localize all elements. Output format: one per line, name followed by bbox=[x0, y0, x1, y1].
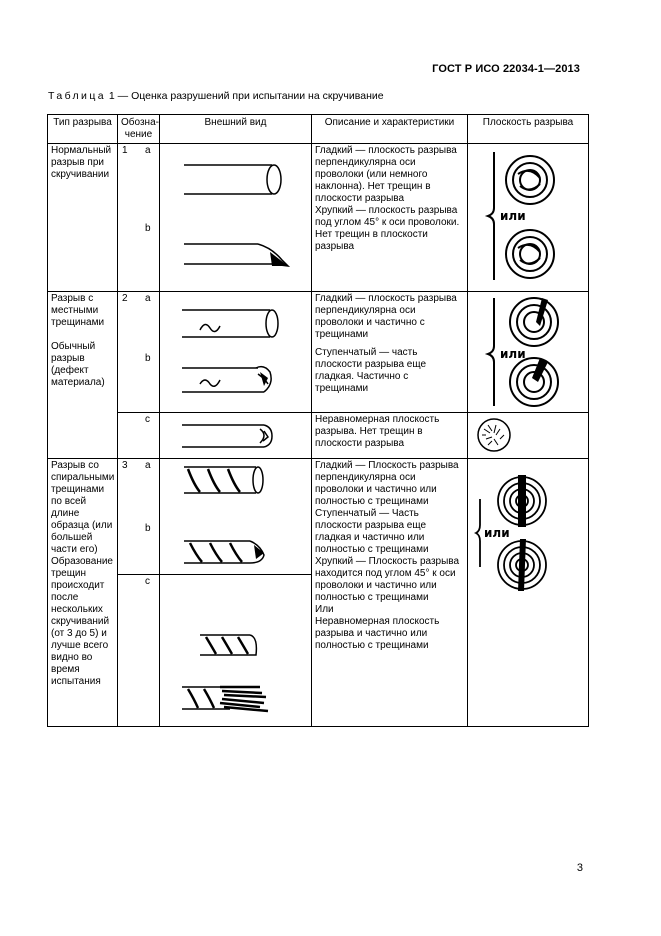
plane-cell bbox=[468, 413, 589, 459]
col-description: Описание и характеристики bbox=[312, 115, 468, 144]
plane-cell bbox=[468, 292, 589, 413]
type-cell: Разрыв со спиральными трещинами по всей длине образца (или большей части его) Образование трещин происходит после нескольких скручиваний (от 3 до 5) и лучше всего видно во время испытания bbox=[48, 459, 118, 727]
wire-sketch bbox=[160, 144, 312, 290]
letter-c: c bbox=[145, 414, 150, 425]
designation-cell bbox=[118, 575, 160, 727]
plane-cell bbox=[468, 459, 589, 727]
description-cell bbox=[312, 459, 468, 727]
wire-sketch bbox=[160, 413, 312, 457]
fracture-plane-sketch bbox=[468, 144, 589, 290]
col-designation: Обозна- чение bbox=[118, 115, 160, 144]
standard-header: ГОСТ Р ИСО 22034-1—2013 bbox=[432, 63, 580, 75]
fracture-plane-sketch bbox=[468, 292, 589, 411]
table-row bbox=[48, 292, 589, 413]
plane-or-label: или bbox=[484, 526, 510, 540]
description-cell bbox=[312, 413, 468, 459]
designation-cell bbox=[118, 413, 160, 459]
appearance-image bbox=[160, 459, 312, 575]
type-defect: Обычный разрыв (дефект материала) bbox=[51, 341, 105, 388]
letter-c: c bbox=[145, 576, 150, 587]
letter-a: a bbox=[145, 145, 151, 156]
table-row bbox=[48, 459, 589, 575]
wire-sketch bbox=[160, 575, 312, 725]
letter-b: b bbox=[145, 353, 151, 364]
designation-cell bbox=[118, 144, 160, 292]
table-caption bbox=[48, 90, 384, 102]
letter-a: a bbox=[145, 460, 151, 471]
plane-cell bbox=[468, 144, 589, 292]
plane-or-label: или bbox=[500, 209, 526, 223]
table-title: — Оценка разрушений при испытании на скручивание bbox=[117, 90, 384, 102]
fracture-plane-sketch bbox=[468, 413, 589, 457]
row-number: 3 bbox=[122, 460, 128, 471]
table-word: Таблица bbox=[48, 90, 106, 102]
table-row bbox=[48, 144, 589, 292]
col-type: Тип разрыва bbox=[48, 115, 118, 144]
col-appearance: Внешний вид bbox=[160, 115, 312, 144]
desc-or: Или bbox=[315, 604, 334, 615]
page-number: 3 bbox=[576, 862, 583, 874]
appearance-image bbox=[160, 575, 312, 727]
fracture-table bbox=[47, 114, 589, 727]
table-number: 1 bbox=[108, 90, 115, 102]
type-cell: Нормальный разрыв при скручивании bbox=[48, 144, 118, 292]
row-number: 1 bbox=[122, 145, 128, 156]
appearance-image bbox=[160, 144, 312, 292]
type-local-cracks: Разрыв с местными трещинами bbox=[51, 293, 105, 328]
designation-cell bbox=[118, 292, 160, 413]
letter-b: b bbox=[145, 523, 151, 534]
desc-brittle: Хрупкий — Плоскость разрыва находится под углом 45° к оси проволоки и частично или полностью с трещинами bbox=[315, 556, 460, 603]
row-number: 2 bbox=[122, 293, 128, 304]
desc-c: Неравномерная плоскость разрыва. Нет трещин в плоскости разрыва bbox=[315, 414, 440, 449]
desc-a: Гладкий — плоскость разрыва перпендикулярна оси проволоки (или немного наклонна). Нет трещин в плоскости разрыва bbox=[315, 145, 457, 204]
plane-or-label: или bbox=[500, 347, 526, 361]
appearance-image bbox=[160, 413, 312, 459]
description-cell bbox=[312, 292, 468, 413]
wire-sketch bbox=[160, 459, 312, 573]
appearance-image bbox=[160, 292, 312, 413]
letter-b: b bbox=[145, 223, 151, 234]
table-row bbox=[48, 413, 589, 459]
desc-uneven: Неравномерная плоскость разрыва и частично или полностью с трещинами bbox=[315, 616, 440, 651]
wire-sketch bbox=[160, 292, 312, 411]
desc-smooth: Гладкий — Плоскость разрыва перпендикулярна оси проволоки и частично или полностью с трещинами bbox=[315, 460, 459, 507]
table-header-row bbox=[48, 115, 589, 144]
type-cell bbox=[48, 292, 118, 459]
fracture-plane-sketch bbox=[468, 459, 589, 723]
desc-a: Гладкий — плоскость разрыва перпендикулярна оси проволоки и частично с трещинами bbox=[315, 293, 457, 340]
desc-stepped: Ступенчатый — Часть плоскости разрыва еще гладкая и частично или полностью с трещинами bbox=[315, 508, 429, 555]
designation-cell bbox=[118, 459, 160, 575]
letter-a: a bbox=[145, 293, 151, 304]
desc-b: Хрупкий — плоскость разрыва под углом 45° к оси проволоки. Нет трещин в плоскости разрыва bbox=[315, 205, 460, 252]
desc-b: Ступенчатый — часть плоскости разрыва еще гладкая. Частично с трещинами bbox=[315, 347, 427, 394]
description-cell bbox=[312, 144, 468, 292]
col-plane: Плоскость разрыва bbox=[468, 115, 589, 144]
